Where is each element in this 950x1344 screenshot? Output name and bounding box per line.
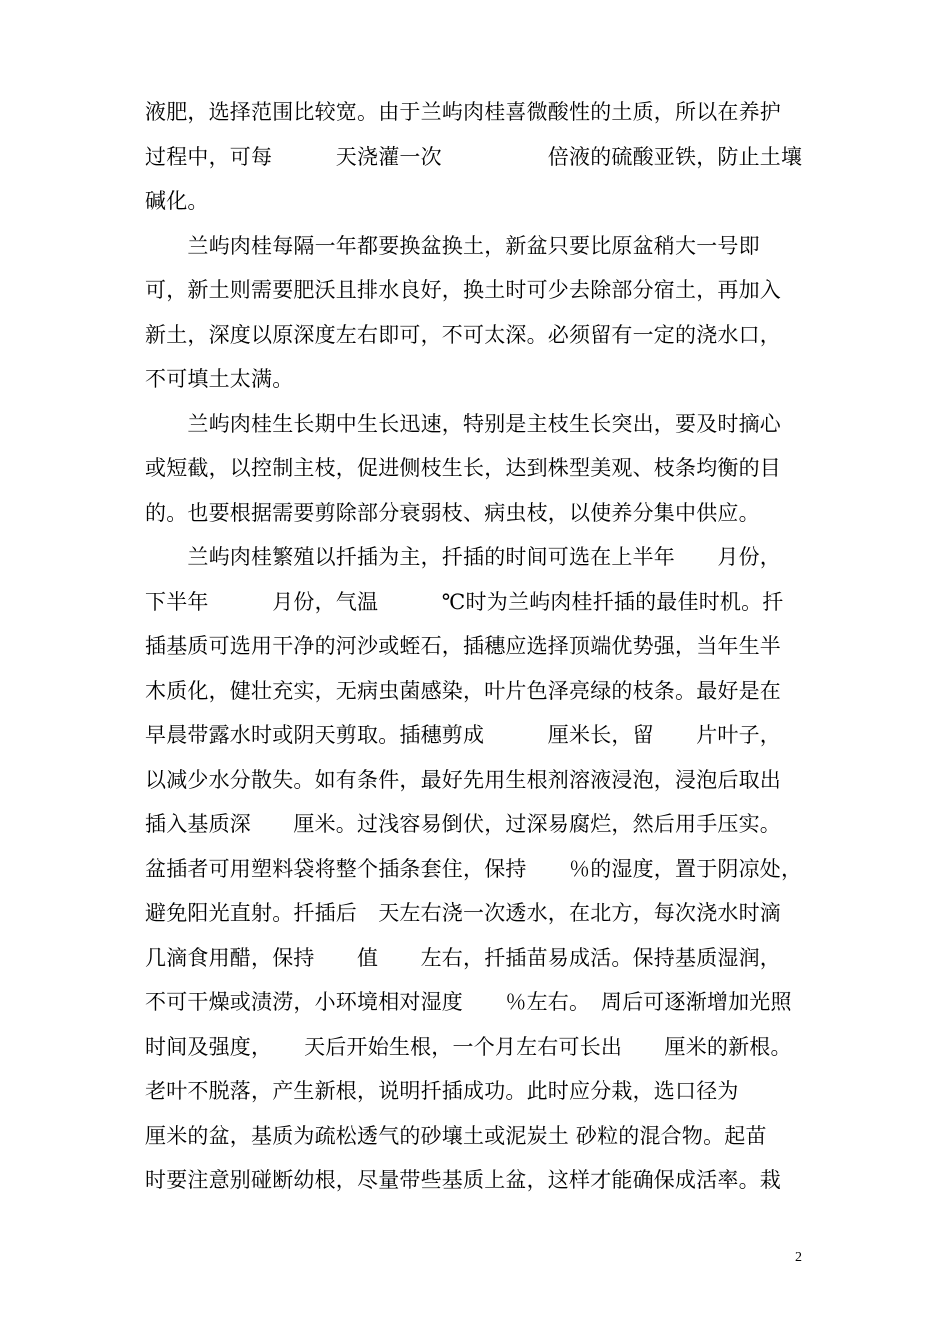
text-line: 木质化，健壮充实，无病虫菌感染，叶片色泽亮绿的枝条。最好是在 [145, 678, 781, 703]
text-line: 早晨带露水时或阴天剪取。插穗剪成 厘米长，留 片叶子， [145, 723, 781, 747]
text-line: 不可填土太满。 [145, 367, 294, 391]
text-line: 或短截，以控制主枝，促进侧枝生长，达到株型美观、枝条均衡的目 [145, 456, 781, 480]
text-line: 可，新土则需要肥沃且排水良好，换土时可少去除部分宿土，再加入 [145, 278, 781, 302]
text-line: 兰屿肉桂生长期中生长迅速，特别是主枝生长突出，要及时摘心 [145, 411, 781, 436]
page-number: 2 [795, 1250, 802, 1265]
text-line: 厘米的盆，基质为疏松透气的砂壤土或泥炭土 砂粒的混合物。起苗 [145, 1123, 767, 1148]
text-line: 下半年 月份，气温 ℃时为兰屿肉桂扦插的最佳时机。扦 [145, 589, 784, 614]
text-line: 老叶不脱落，产生新根，说明扦插成功。此时应分栽，选口径为 [145, 1079, 739, 1103]
text-line: 盆插者可用塑料袋将整个插条套住，保持 ％的湿度，置于阴凉处， [145, 856, 803, 881]
text-line: 碱化。 [145, 189, 209, 213]
text-line: 插基质可选用干净的河沙或蛭石，插穗应选择顶端优势强，当年生半 [145, 634, 781, 658]
text-line: 的。也要根据需要剪除部分衰弱枝、病虫枝，以使养分集中供应。 [145, 500, 760, 525]
text-line: 液肥，选择范围比较宽。由于兰屿肉桂喜微酸性的土质，所以在养护 [145, 100, 781, 124]
body-text [145, 90, 815, 1203]
text-line: 兰屿肉桂繁殖以扦插为主，扦插的时间可选在上半年 月份， [145, 545, 781, 569]
text-line: 几滴食用醋，保持 值 左右，扦插苗易成活。保持基质湿润， [145, 945, 781, 970]
text-line: 时要注意别碰断幼根，尽量带些基质上盆，这样才能确保成活率。栽 [145, 1168, 781, 1192]
text-line: 时间及强度， 天后开始生根，一个月左右可长出 厘米的新根。 [145, 1034, 792, 1059]
text-line: 新土，深度以原深度左右即可，不可太深。必须留有一定的浇水口， [145, 322, 781, 347]
text-line: 以减少水分散失。如有条件，最好先用生根剂溶液浸泡，浸泡后取出 [145, 767, 781, 792]
text-line: 避免阳光直射。扦插后 天左右浇一次透水，在北方，每次浇水时滴 [145, 901, 781, 925]
text-line: 插入基质深 厘米。过浅容易倒伏，过深易腐烂，然后用手压实。 [145, 812, 781, 836]
text-line: 过程中，可每 天浇灌一次 倍液的硫酸亚铁，防止土壤 [145, 144, 803, 169]
text-line: 不可干燥或渍涝，小环境相对湿度 ％左右。 周后可逐渐增加光照 [145, 990, 792, 1014]
text-line: 兰屿肉桂每隔一年都要换盆换土，新盆只要比原盆稍大一号即 [145, 233, 760, 258]
